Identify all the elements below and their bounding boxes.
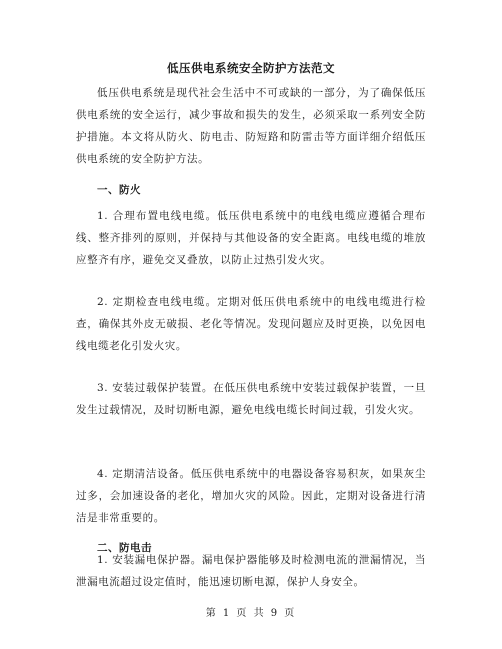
section-heading-fire: 一、防火 (97, 184, 141, 196)
fire-item-2: 2. 定期检查电线电缆。定期对低压供电系统中的电线电缆进行检查，确保其外皮无破损、老化等情况。发现问题应及时更换，以免因电线电缆老化引发火灾。 (76, 296, 426, 352)
document-title: 低压供电系统安全防护方法范文 (167, 61, 335, 75)
intro-paragraph: 低压供电系统是现代社会生活中不可或缺的一部分，为了确保低压供电系统的安全运行，减少事故和损失的发生，必须采取一系列安全防护措施。本文将从防火、防电击、防短路和防雷击等方面详细介绍低压供电系统的安全防护方法。 (76, 87, 426, 165)
fire-item-3: 3. 安装过载保护装置。在低压供电系统中安装过载保护装置，一旦发生过载情况，及时切断电源，避免电线电缆长时间过载，引发火灾。 (76, 382, 426, 416)
shock-item-1: 1. 安装漏电保护器。漏电保护器能够及时检测电流的泄漏情况，当泄漏电流超过设定值时，能迅速切断电源，保护人身安全。 (76, 554, 426, 588)
section-heading-electric-shock: 二、防电击 (97, 542, 152, 554)
fire-item-4: 4. 定期清洁设备。低压供电系统中的电器设备容易积灰，如果灰尘过多，会加速设备的老化，增加火灾的风险。因此，定期对设备进行清洁是非常重要的。 (76, 468, 426, 524)
page-footer: 第 1 页 共 9 页 (205, 608, 297, 619)
fire-item-1: 1. 合理布置电线电缆。低压供电系统中的电线电缆应遵循合理布线、整齐排列的原则，并保持与其他设备的安全距离。电线电缆的堆放应整齐有序，避免交叉叠放，以防止过热引发火灾。 (76, 210, 426, 266)
